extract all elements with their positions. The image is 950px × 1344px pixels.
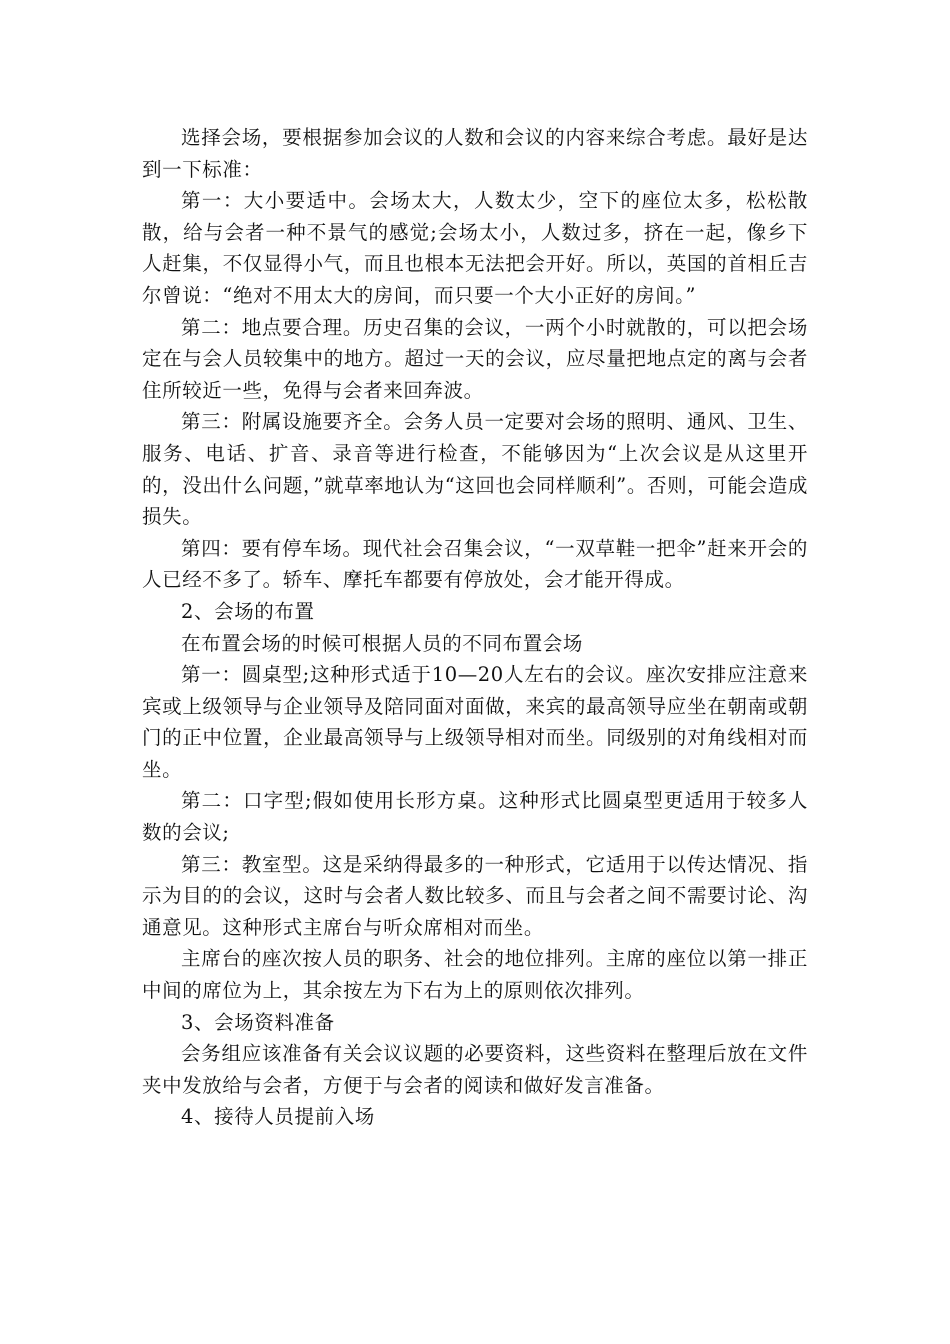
section-heading-reception: 4、接待人员提前入场	[181, 1105, 375, 1129]
paragraph-layout-intro: 在布置会场的时候可根据人员的不同布置会场	[181, 631, 584, 655]
paragraph-materials: 会务组应该准备有关会议议题的必要资料，这些资料在整理后放在文件夹中发放给与会者，方便于与会者的阅读和做好发言准备。	[142, 1042, 808, 1097]
paragraph-round-table: 第一：圆桌型;这种形式适于10—20人左右的会议。座次安排应注意来宾或上级领导与企业领导及陪同面对面做，来宾的最高领导应坐在朝南或朝门的正中位置，企业最高领导与上级领导相对而坐。同级别的对角线相对而坐。	[142, 663, 808, 781]
paragraph-location-criterion: 第二：地点要合理。历史召集的会议，一两个小时就散的，可以把会场定在与会人员较集中的地方。超过一天的会议，应尽量把地点定的离与会者住所较近一些，免得与会者来回奔波。	[142, 315, 808, 402]
paragraph-facilities-criterion: 第三：附属设施要齐全。会务人员一定要对会场的照明、通风、卫生、服务、电话、扩音、录音等进行检查，不能够因为“上次会议是从这里开的，没出什么问题，”就草率地认为“这回也会同样顺利”。否则，可能会造成损失。	[142, 410, 808, 529]
section-heading-materials: 3、会场资料准备	[181, 1010, 335, 1034]
paragraph-venue-selection: 选择会场，要根据参加会议的人数和会议的内容来综合考虑。最好是达到一下标准：	[142, 126, 808, 181]
document-body	[142, 122, 808, 1133]
paragraph-parking-criterion: 第四：要有停车场。现代社会召集会议，“一双草鞋一把伞”赶来开会的人已经不多了。轿车、摩托车都要有停放处，会才能开得成。	[142, 536, 808, 592]
section-heading-venue-layout: 2、会场的布置	[181, 599, 315, 623]
paragraph-square-table: 第二：口字型;假如使用长形方桌。这种形式比圆桌型更适用于较多人数的会议;	[142, 789, 808, 845]
paragraph-size-criterion: 第一：大小要适中。会场太大，人数太少，空下的座位太多，松松散散，给与会者一种不景气的感觉;会场太小，人数过多，挤在一起，像乡下人赶集，不仅显得小气，而且也根本无法把会开好。所以，英国的首相丘吉尔曾说：“绝对不用太大的房间，而只要一个大小正好的房间。”	[142, 189, 808, 307]
paragraph-rostrum-seating: 主席台的座次按人员的职务、社会的地位排列。主席的座位以第一排正中间的席位为上，其余按左为下右为上的原则依次排列。	[142, 947, 808, 1003]
paragraph-classroom: 第三：教室型。这是采纳得最多的一种形式，它适用于以传达情况、指示为目的的会议，这时与会者人数比较多、而且与会者之间不需要讨论、沟通意见。这种形式主席台与听众席相对而坐。	[142, 852, 808, 939]
